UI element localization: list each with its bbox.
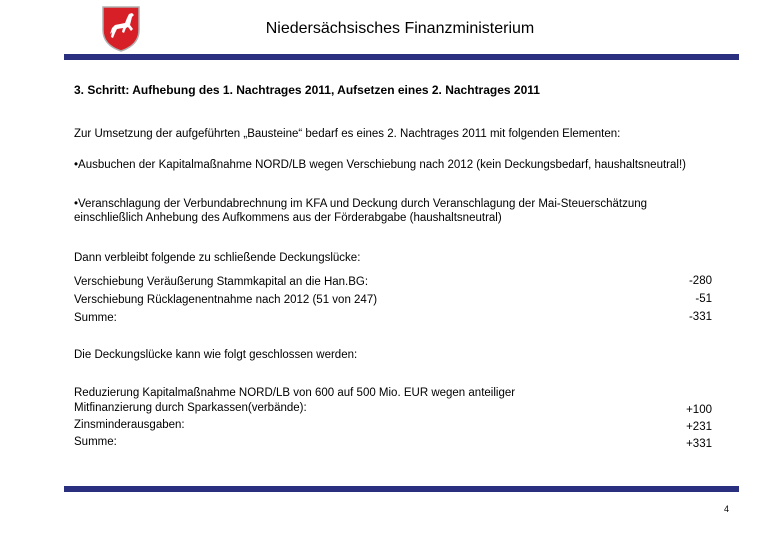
gap-sum-value: -331 [688,311,712,323]
close-sum-label: Summe: [74,436,117,448]
step-title: 3. Schritt: Aufhebung des 1. Nachtrages 2011, Aufsetzen eines 2. Nachtrages 2011 [74,83,540,97]
gap-row-value: -51 [695,293,712,305]
footer-rule [64,486,739,492]
gap-sum-label: Summe: [74,312,117,324]
gap-row-value: -280 [688,275,712,287]
gap-row-label: Verschiebung Veräußerung Stammkapital an die Han.BG: [74,276,369,288]
close-value: +100 [686,404,712,416]
gap-row-label: Verschiebung Rücklagenentnahme nach 2012 (51 von 247) [74,294,378,306]
gap-intro: Dann verbleibt folgende zu schließende Deckungslücke: [74,252,361,264]
close-intro: Die Deckungslücke kann wie folgt geschlossen werden: [74,349,358,361]
intro-text: Zur Umsetzung der aufgeführten „Bausteine“ bedarf es eines 2. Nachtrages 2011 mit folgenden Elementen: [74,128,621,140]
close-line-3: Zinsminderausgaben: [74,419,185,431]
bullet-2-line-2: einschließlich Anhebung des Aufkommens aus der Förderabgabe (haushaltsneutral) [74,212,502,224]
page-number: 4 [724,504,730,514]
header-rule [64,54,739,60]
bullet-2-line-1: •Veranschlagung der Verbundabrechnung im KFA und Deckung durch Veranschlagung der Mai-Steuerschätzung [74,198,648,210]
close-value: +231 [686,421,712,433]
bullet-1: •Ausbuchen der Kapitalmaßnahme NORD/LB wegen Verschiebung nach 2012 (kein Deckungsbedarf, haushaltsneutral!) [74,159,686,171]
lower-saxony-horse-crest-icon [100,4,142,52]
ministry-title: Niedersächsisches Finanzministerium [265,20,535,37]
close-sum-value: +331 [686,438,712,450]
close-line-1: Reduzierung Kapitalmaßnahme NORD/LB von 600 auf 500 Mio. EUR wegen anteiliger [74,387,516,399]
close-line-2: Mitfinanzierung durch Sparkassen(verbände): [74,402,307,414]
